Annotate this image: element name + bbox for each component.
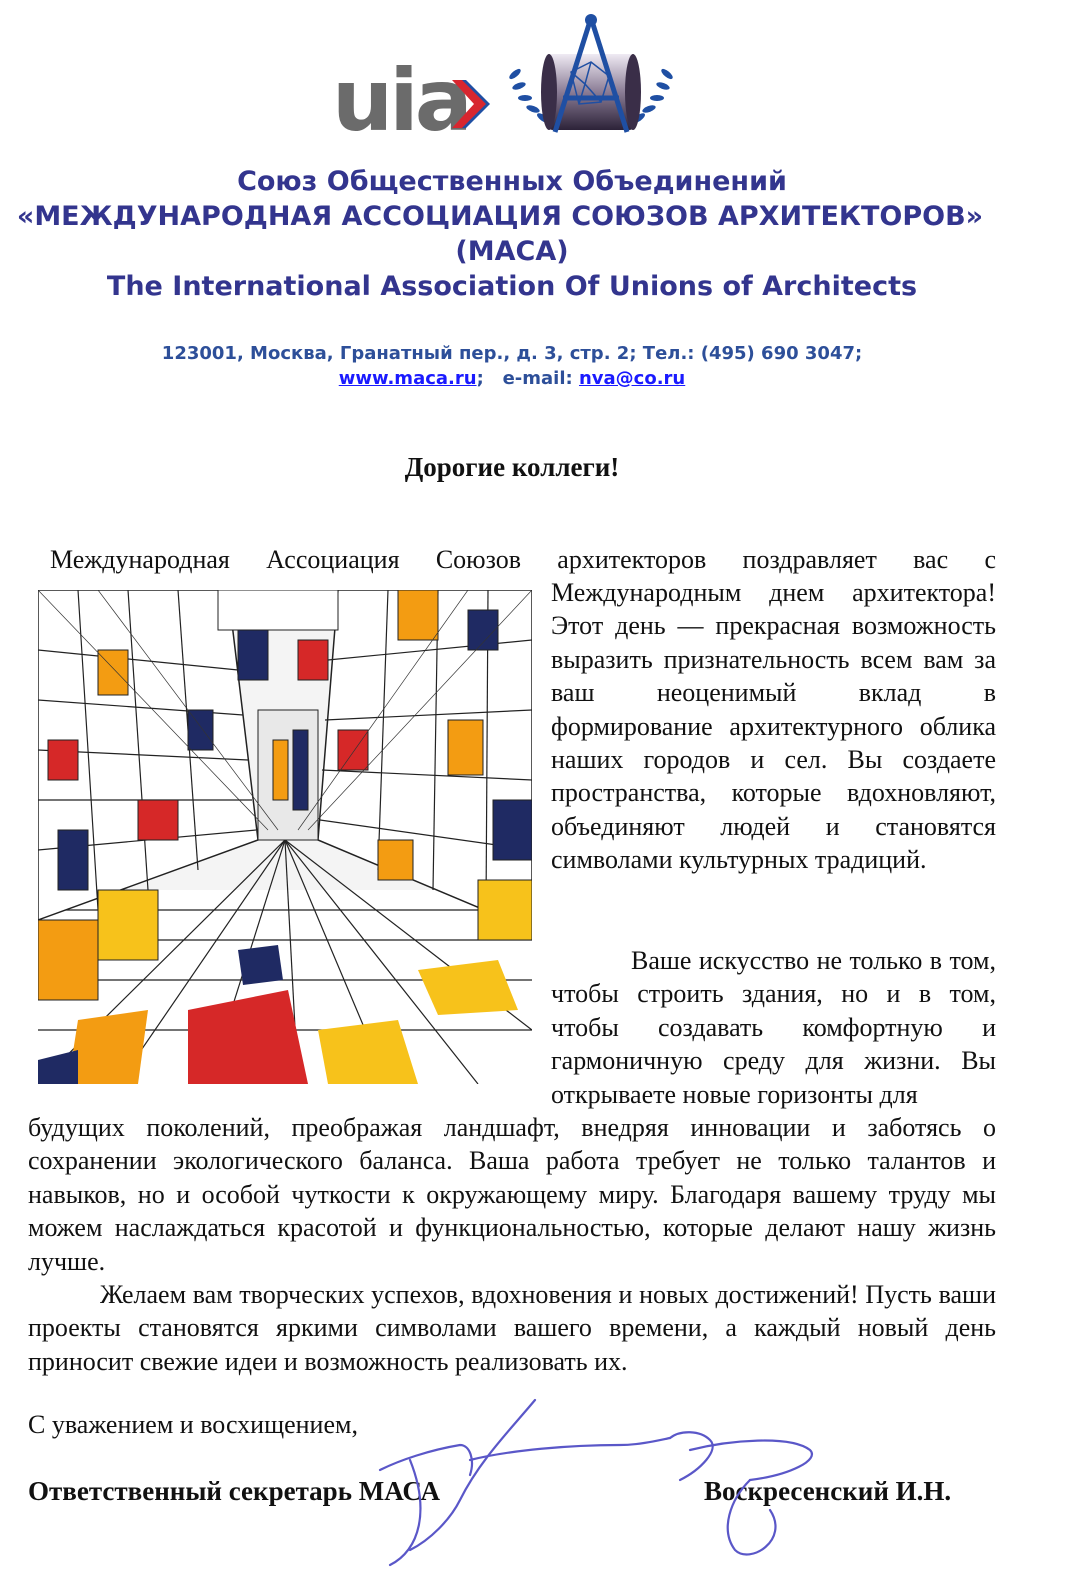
paragraph-3: Желаем вам творческих успехов, вдохновения и новых достижений! Пусть ваши проекты становятся яркими символами вашего времени, а каждый новый день приносит свежие идеи и возможность реализовать их. (28, 1280, 996, 1376)
uia-logo-text: uia (332, 56, 469, 138)
contact-address: 123001, Москва, Гранатный пер., д. 3, стр. 2; Тел.: (495) 690 3047; (161, 343, 863, 364)
intro-line: Международная Ассоциация Союзов архитекторов поздравляет вас с (50, 545, 996, 574)
org-full-name: «МЕЖДУНАРОДНАЯ АССОЦИАЦИЯ СОЮЗОВ АРХИТЕКТОРОВ» (16, 201, 984, 232)
contact-web-line (0, 368, 1024, 389)
paragraph-1: Международным днем архитектора! Этот день — прекрасная возможность выразить признательность всем вам за ваш неоценимый вклад в формирование архитектурного облика наших городов и сел. Вы создаете пространства, которые вдохновляют, объединяют людей и становятся символами культурных традиций. (551, 578, 996, 875)
email-link[interactable]: nva@co.ru (578, 368, 686, 389)
closing-phrase: С уважением и восхищением, (28, 1410, 358, 1439)
website-link[interactable]: www.maca.ru (338, 368, 477, 389)
signer-name: Воскресенский И.Н. (704, 1476, 952, 1506)
paragraph-2-start: Ваше искусство не только в том, чтобы строить здания, но и в том, чтобы создавать комфортную и гармоничную среду для жизни. Вы открываете новые горизонты для (551, 946, 996, 1109)
handwritten-signature (370, 1390, 820, 1570)
paragraph-2-continued: будущих поколений, преображая ландшафт, внедряя инновации и заботясь о сохранении экологического баланса. Ваша работа требует не только талантов и навыков, но и особой чуткости к окружающему миру. Благодаря вашему труду мы можем наслаждаться красотой и функциональностью, которые делают нашу жизнь лучше. (28, 1113, 996, 1276)
contact-separator: ; (476, 368, 484, 389)
org-name-line: Союз Общественных Объединений (237, 166, 787, 197)
compass-emblem-icon (505, 12, 677, 140)
org-abbreviation: (МАСА) (455, 236, 569, 267)
org-english-name: The International Association Of Unions of Architects (106, 271, 918, 302)
greeting: Дорогие коллеги! (404, 452, 620, 482)
signer-title: Ответственный секретарь МАСА (28, 1476, 441, 1506)
uia-logo (330, 56, 500, 138)
email-label: e-mail: (502, 368, 573, 389)
architecture-illustration (38, 590, 532, 1084)
